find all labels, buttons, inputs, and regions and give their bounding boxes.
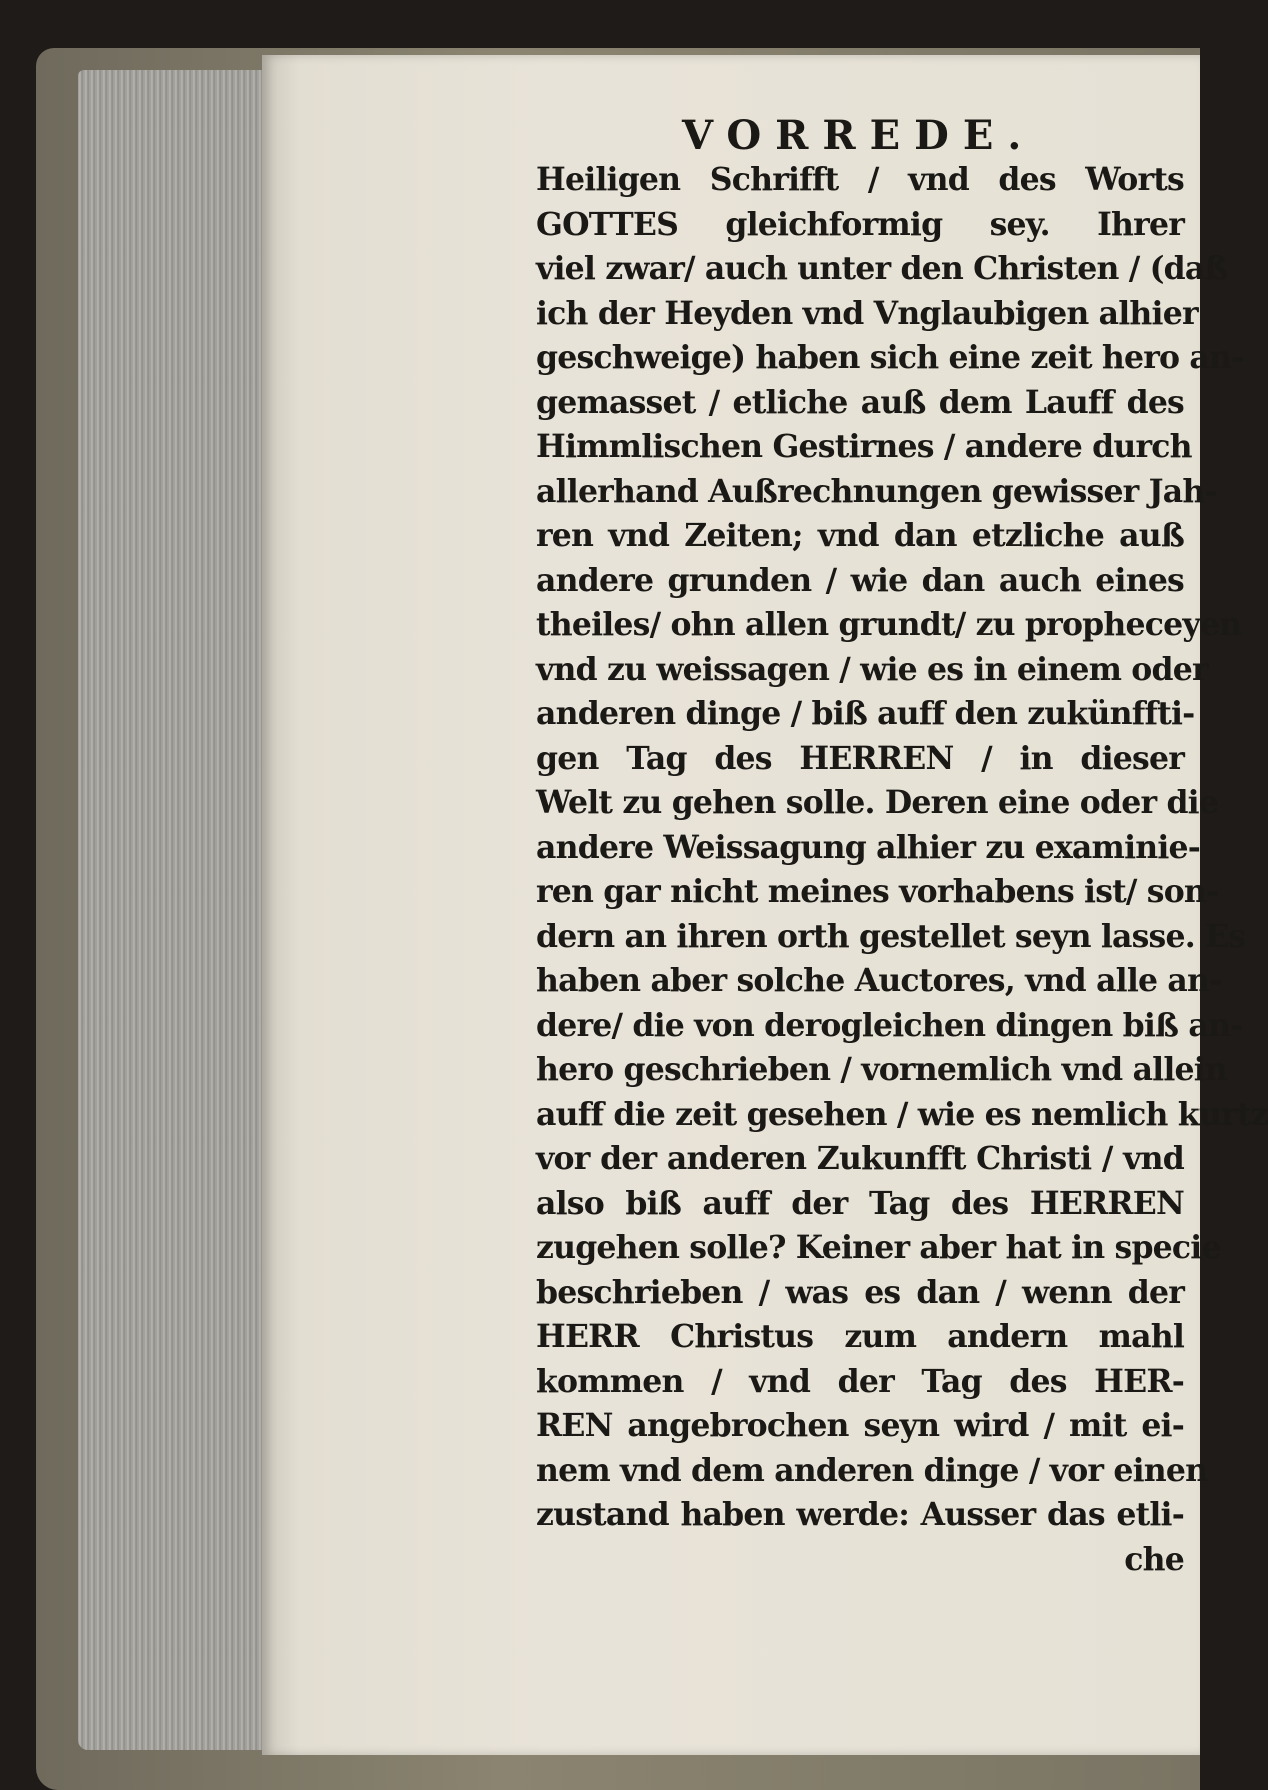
text-line: ich der Heyden vnd Vnglaubigen alhier [536,294,1198,332]
catchword: che [1124,1540,1184,1578]
text-line: REN angebrochen seyn wird / mit ei- [536,1407,1184,1444]
text-line: zugehen solle? Keiner aber hat in specie [536,1229,1221,1266]
text-line: hero geschrieben / vornemlich vnd allein [536,1051,1228,1088]
text-line: allerhand Außrechnungen gewisser Jah- [536,472,1217,510]
text-line: ren gar nicht meines vorhabens ist/ son- [536,873,1219,910]
text-line: haben aber solche Auctores, vnd alle an- [536,962,1222,999]
text-line: ren vnd Zeiten; vnd dan etzliche auß [536,517,1184,554]
text-line: kommen / vnd der Tag des HER- [536,1362,1184,1400]
text-line: Heiligen Schrifft / vnd des Worts [536,161,1184,198]
text-line: gemasset / etliche auß dem Lauff des [536,383,1184,421]
text-line: vnd zu weissagen / wie es in einem oder [536,650,1208,688]
text-line: nem vnd dem anderen dinge / vor einen [536,1451,1208,1489]
text-line: gen Tag des HERREN / in dieser [536,739,1184,777]
text-line: zustand haben werde: Ausser das etli- [536,1496,1184,1533]
text-line: GOTTES gleichformig sey. Ihrer [536,205,1184,243]
text-line: also biß auff der Tag des HERREN [536,1184,1184,1222]
text-line: auff die zeit gesehen / wie es nemlich kurtz [536,1095,1268,1133]
text-line: geschweige) haben sich eine zeit hero an- [536,339,1244,376]
text-line: anderen dinge / biß auff den zukünffti- [536,695,1195,732]
page-edges [78,70,278,1750]
text-line: theiles/ ohn allen grundt/ zu propheceyen [536,606,1242,643]
text-line: Himmlischen Gestirnes / andere durch [536,428,1192,465]
text-line: dere/ die von derogleichen dingen biß an- [536,1006,1243,1044]
text-line: beschrieben / was es dan / wenn der [536,1273,1184,1311]
text-line: dern an ihren orth gestellet seyn lasse. Es [536,917,1246,955]
text-line: andere Weissagung alhier zu examinie- [536,828,1201,866]
text-line: Welt zu gehen solle. Deren eine oder die [536,784,1219,821]
text-line: viel zwar/ auch unter den Christen / (daß [536,250,1228,287]
text-line: vor der anderen Zukunfft Christi / vnd [536,1140,1184,1177]
body-text [536,158,1268,1582]
text-line: andere grunden / wie dan auch eines [536,561,1184,599]
text-line: HERR Christus zum andern mahl [536,1318,1184,1355]
page-header: VORREDE. [682,112,1036,159]
